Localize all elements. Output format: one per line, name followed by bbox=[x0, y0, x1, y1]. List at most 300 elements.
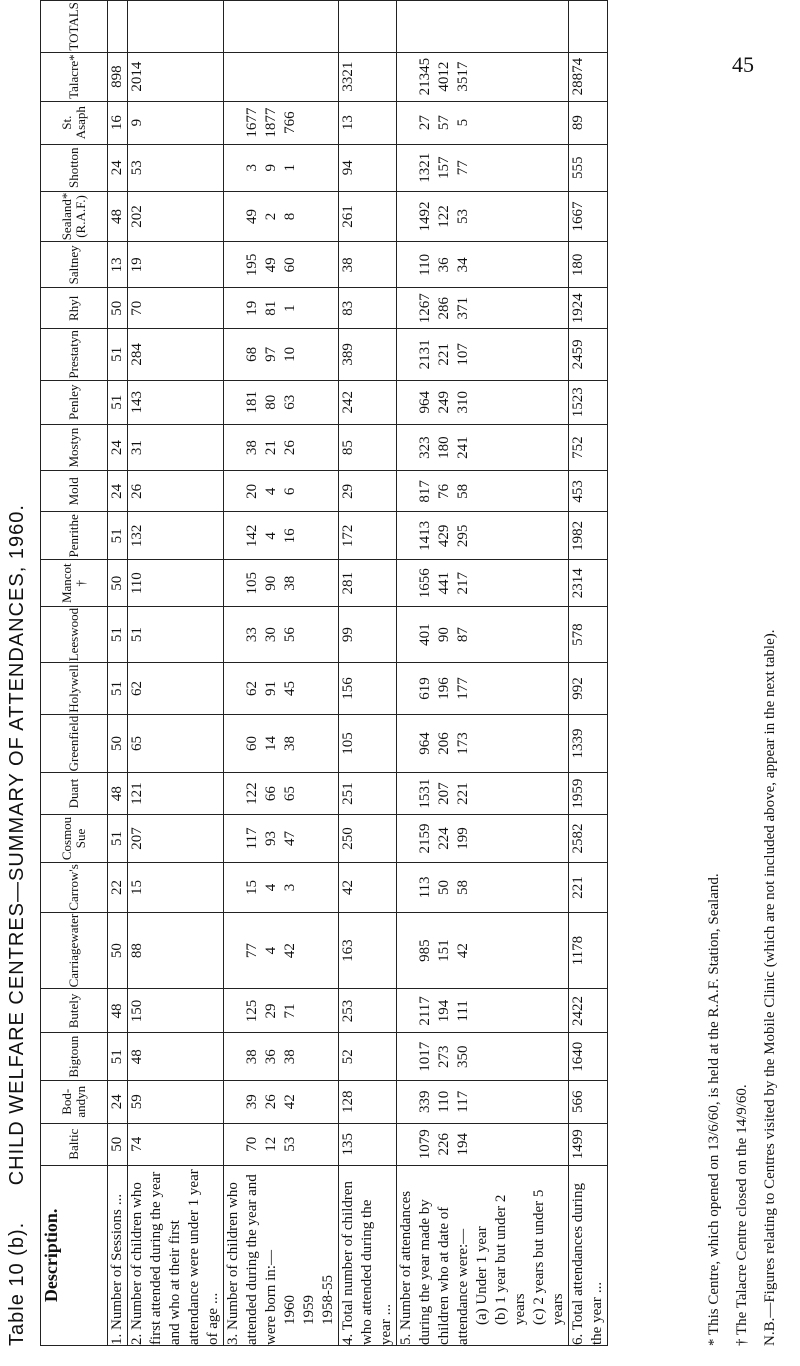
value-cell bbox=[569, 863, 608, 913]
value: 206 bbox=[436, 732, 452, 755]
column-header bbox=[41, 101, 108, 144]
table-row bbox=[128, 1, 224, 1346]
value: 38 bbox=[282, 736, 298, 752]
value: 9 bbox=[129, 118, 145, 127]
value-cell bbox=[569, 288, 608, 329]
value-cell bbox=[224, 471, 339, 512]
value-cell bbox=[224, 101, 339, 144]
value: 34 bbox=[455, 257, 471, 273]
value: 1178 bbox=[570, 935, 586, 966]
value: 202 bbox=[129, 205, 145, 228]
value: 51 bbox=[109, 830, 125, 846]
value: 51 bbox=[109, 627, 125, 643]
value-cell bbox=[108, 1033, 128, 1081]
value: 107 bbox=[455, 343, 471, 366]
value: 226 bbox=[436, 1132, 452, 1156]
value: 339 bbox=[417, 1090, 433, 1114]
value: 42 bbox=[455, 943, 471, 959]
value-cell bbox=[569, 1123, 608, 1165]
value-cell bbox=[108, 1123, 128, 1165]
value: 42 bbox=[282, 1094, 298, 1110]
value: 50 bbox=[109, 943, 125, 959]
value-cell bbox=[128, 471, 224, 512]
value-cell bbox=[224, 329, 339, 380]
value: 117 bbox=[244, 827, 260, 850]
value: 94 bbox=[340, 160, 356, 176]
value: 371 bbox=[455, 297, 471, 320]
value: 71 bbox=[282, 1003, 298, 1019]
value: 1339 bbox=[570, 728, 586, 759]
value-cell bbox=[339, 380, 397, 424]
row-description bbox=[397, 1165, 569, 1345]
value: 53 bbox=[129, 160, 145, 176]
value: 453 bbox=[570, 480, 586, 503]
value: 1 bbox=[282, 304, 298, 313]
row-sub-label: (a) Under 1 year bbox=[474, 1226, 490, 1325]
value-cell bbox=[397, 814, 569, 862]
column-header bbox=[41, 863, 108, 913]
column-header bbox=[41, 329, 108, 380]
row-label: 6. Total attendances during the year bbox=[570, 1183, 605, 1345]
column-header-label: Holywell bbox=[66, 664, 81, 713]
row-description bbox=[128, 1165, 224, 1345]
value: 157 bbox=[436, 156, 452, 179]
value-cell bbox=[224, 912, 339, 989]
column-header bbox=[41, 912, 108, 989]
table-row bbox=[339, 1, 397, 1346]
value: 29 bbox=[263, 1003, 279, 1019]
value: 60 bbox=[244, 736, 260, 752]
column-header bbox=[41, 1080, 108, 1123]
value-cell bbox=[397, 471, 569, 512]
value: 48 bbox=[109, 208, 125, 224]
column-header-label: Mostyn bbox=[66, 427, 81, 468]
value: 3 bbox=[244, 163, 260, 172]
value: 110 bbox=[129, 572, 145, 595]
value-cell bbox=[108, 52, 128, 101]
footnotes bbox=[700, 630, 784, 1346]
value: 752 bbox=[570, 436, 586, 459]
value-cell bbox=[339, 912, 397, 989]
value-cell bbox=[569, 1080, 608, 1123]
value: 59 bbox=[129, 1094, 145, 1110]
column-header bbox=[41, 989, 108, 1033]
row-sub-label: 1959 bbox=[301, 1295, 317, 1325]
column-header bbox=[41, 1033, 108, 1081]
value: 150 bbox=[129, 999, 145, 1023]
row-label-leader: ... bbox=[205, 1292, 221, 1304]
value-cell bbox=[108, 380, 128, 424]
value: 60 bbox=[282, 257, 298, 273]
value: 224 bbox=[436, 827, 452, 850]
value-cell bbox=[224, 191, 339, 242]
value: 964 bbox=[417, 732, 433, 755]
value: 817 bbox=[417, 480, 433, 503]
value: 4012 bbox=[436, 61, 452, 92]
value: 49 bbox=[263, 257, 279, 273]
value-cell bbox=[224, 1033, 339, 1081]
column-header-label: Sealand*(R.A.F.) bbox=[59, 192, 88, 241]
value: 24 bbox=[109, 160, 125, 176]
value: 26 bbox=[129, 483, 145, 499]
column-header bbox=[41, 191, 108, 242]
value-cell bbox=[569, 1, 608, 53]
value: 42 bbox=[340, 879, 356, 895]
value: 163 bbox=[340, 939, 356, 962]
value: 85 bbox=[340, 440, 356, 456]
column-header-label: Carriagewater bbox=[66, 913, 81, 988]
value: 56 bbox=[282, 627, 298, 643]
value: 4 bbox=[263, 487, 279, 496]
value-cell bbox=[397, 242, 569, 288]
value: 58 bbox=[455, 879, 471, 895]
value: 180 bbox=[436, 436, 452, 459]
value: 1017 bbox=[417, 1041, 433, 1072]
value: 1079 bbox=[417, 1129, 433, 1160]
value: 964 bbox=[417, 391, 433, 414]
value: 429 bbox=[436, 524, 452, 548]
value: 207 bbox=[436, 782, 452, 805]
attendance-summary-table bbox=[40, 0, 608, 1346]
column-header-description: Description. bbox=[41, 1165, 108, 1345]
value-cell bbox=[224, 144, 339, 191]
column-header bbox=[41, 52, 108, 101]
value: 578 bbox=[570, 623, 586, 646]
column-header-label: Carrow's bbox=[66, 864, 81, 911]
value: 62 bbox=[244, 681, 260, 697]
value: 122 bbox=[244, 782, 260, 805]
value: 2131 bbox=[417, 339, 433, 370]
value: 1321 bbox=[417, 152, 433, 183]
value: 113 bbox=[417, 876, 433, 899]
value-cell bbox=[128, 814, 224, 862]
value: 22 bbox=[109, 879, 125, 895]
column-header-label: Butely bbox=[66, 993, 81, 1029]
value: 284 bbox=[129, 343, 145, 366]
value: 2117 bbox=[417, 996, 433, 1026]
table-row bbox=[569, 1, 608, 1346]
value: 51 bbox=[109, 528, 125, 544]
column-header-label: Shotton bbox=[66, 147, 81, 188]
value-cell bbox=[339, 101, 397, 144]
footnote-sealand: * This Centre, which opened on 13/6/60, is held at the R.A.F. Station, Sealand. bbox=[706, 873, 722, 1346]
value: 13 bbox=[109, 257, 125, 273]
value-cell bbox=[339, 560, 397, 606]
value: 1499 bbox=[570, 1129, 586, 1160]
value: 77 bbox=[244, 943, 260, 959]
value: 172 bbox=[340, 524, 356, 548]
header-row bbox=[41, 1, 108, 1346]
value: 19 bbox=[244, 300, 260, 316]
value-cell bbox=[397, 144, 569, 191]
value-cell bbox=[128, 424, 224, 470]
value: 93 bbox=[263, 830, 279, 846]
value-cell bbox=[108, 471, 128, 512]
value: 181 bbox=[244, 391, 260, 414]
value: 117 bbox=[455, 1090, 471, 1113]
value: 38 bbox=[244, 1049, 260, 1065]
column-header-label: Talacre* bbox=[66, 54, 81, 99]
value: 80 bbox=[263, 394, 279, 410]
value-cell bbox=[128, 329, 224, 380]
value: 273 bbox=[436, 1045, 452, 1068]
value-cell bbox=[397, 52, 569, 101]
column-header bbox=[41, 560, 108, 606]
row-description bbox=[569, 1165, 608, 1345]
value-cell bbox=[397, 380, 569, 424]
value-cell bbox=[569, 606, 608, 662]
value-cell bbox=[569, 773, 608, 815]
value: 31 bbox=[129, 440, 145, 456]
value: 207 bbox=[129, 827, 145, 850]
row-description bbox=[108, 1165, 128, 1345]
value: 65 bbox=[129, 736, 145, 752]
value-cell bbox=[397, 714, 569, 773]
value: 2422 bbox=[570, 995, 586, 1026]
value: 1656 bbox=[417, 568, 433, 599]
column-header-label: Mold bbox=[66, 477, 81, 506]
value: 3 bbox=[282, 883, 298, 892]
value: 38 bbox=[340, 257, 356, 273]
value: 47 bbox=[282, 830, 298, 846]
value: 26 bbox=[263, 1094, 279, 1110]
table-row bbox=[224, 1, 339, 1346]
row-sub-label: (c) 2 years but under 5 years bbox=[531, 1189, 566, 1325]
value-cell bbox=[224, 512, 339, 560]
value: 250 bbox=[340, 827, 356, 850]
value-cell bbox=[569, 52, 608, 101]
value: 10 bbox=[282, 346, 298, 362]
value: 8 bbox=[282, 212, 298, 221]
value-cell bbox=[569, 471, 608, 512]
value: 74 bbox=[129, 1136, 145, 1152]
value: 1982 bbox=[570, 520, 586, 551]
value-cell bbox=[128, 912, 224, 989]
column-header bbox=[41, 814, 108, 862]
value: 196 bbox=[436, 677, 452, 700]
value: 441 bbox=[436, 571, 452, 595]
value-cell bbox=[128, 1, 224, 53]
value-cell bbox=[397, 606, 569, 662]
value: 26 bbox=[282, 440, 298, 456]
value: 105 bbox=[340, 732, 356, 755]
value: 1959 bbox=[570, 778, 586, 809]
value: 16 bbox=[282, 528, 298, 544]
column-header-label: Bod-andyn bbox=[59, 1085, 88, 1118]
value: 5 bbox=[455, 118, 471, 127]
value: 51 bbox=[109, 394, 125, 410]
value-cell bbox=[224, 424, 339, 470]
value-cell bbox=[128, 380, 224, 424]
value-cell bbox=[108, 773, 128, 815]
value: 15 bbox=[244, 879, 260, 895]
value-cell bbox=[339, 512, 397, 560]
column-header-label: Mancot † bbox=[59, 563, 88, 604]
value: 1924 bbox=[570, 293, 586, 324]
value-cell bbox=[128, 288, 224, 329]
row-description bbox=[224, 1165, 339, 1345]
value: 89 bbox=[570, 115, 586, 131]
value-cell bbox=[339, 191, 397, 242]
column-header-label: Leeswood bbox=[66, 607, 81, 662]
value: 401 bbox=[417, 623, 433, 646]
value-cell bbox=[397, 1080, 569, 1123]
column-header-label: Prestatyn bbox=[66, 330, 81, 379]
value: 70 bbox=[244, 1136, 260, 1152]
value-cell bbox=[128, 52, 224, 101]
value-cell bbox=[224, 1123, 339, 1165]
row-label-leader: ... bbox=[589, 1281, 605, 1294]
value: 83 bbox=[340, 300, 356, 316]
value: 2314 bbox=[570, 568, 586, 599]
value: 66 bbox=[263, 786, 279, 802]
table-body bbox=[108, 1, 608, 1346]
value: 50 bbox=[436, 879, 452, 895]
value-cell bbox=[108, 1080, 128, 1123]
value: 177 bbox=[455, 677, 471, 700]
value: 48 bbox=[109, 1003, 125, 1019]
column-header bbox=[41, 714, 108, 773]
value-cell bbox=[128, 101, 224, 144]
value: 555 bbox=[570, 156, 586, 179]
value: 194 bbox=[455, 1132, 471, 1156]
value: 68 bbox=[244, 346, 260, 362]
value: 143 bbox=[129, 391, 145, 414]
value-cell bbox=[397, 989, 569, 1033]
value: 221 bbox=[455, 782, 471, 805]
value: 105 bbox=[244, 571, 260, 595]
value-cell bbox=[339, 471, 397, 512]
value: 90 bbox=[263, 575, 279, 591]
column-header bbox=[41, 471, 108, 512]
value: 27 bbox=[417, 115, 433, 131]
value: 3321 bbox=[340, 61, 356, 92]
value-cell bbox=[108, 144, 128, 191]
value-cell bbox=[108, 242, 128, 288]
value: 50 bbox=[109, 736, 125, 752]
value: 57 bbox=[436, 115, 452, 131]
value: 4 bbox=[263, 532, 279, 540]
value-cell bbox=[108, 512, 128, 560]
value-cell bbox=[569, 512, 608, 560]
value: 261 bbox=[340, 205, 356, 228]
value: 58 bbox=[455, 483, 471, 499]
value-cell bbox=[128, 606, 224, 662]
value: 21345 bbox=[417, 57, 433, 96]
value-cell bbox=[224, 814, 339, 862]
value: 151 bbox=[436, 939, 452, 962]
value-cell bbox=[569, 191, 608, 242]
value-cell bbox=[128, 560, 224, 606]
value-cell bbox=[128, 663, 224, 714]
value: 350 bbox=[455, 1045, 471, 1068]
value: 1640 bbox=[570, 1041, 586, 1072]
value: 9 bbox=[263, 163, 279, 172]
value: 2 bbox=[263, 212, 279, 221]
value: 51 bbox=[109, 681, 125, 697]
value-cell bbox=[128, 714, 224, 773]
row-sub-label: 1958-55 bbox=[320, 1275, 336, 1325]
value: 88 bbox=[129, 943, 145, 959]
column-header bbox=[41, 606, 108, 662]
value: 1413 bbox=[417, 520, 433, 551]
value: 389 bbox=[340, 343, 356, 366]
value-cell bbox=[224, 1080, 339, 1123]
value: 39 bbox=[244, 1094, 260, 1110]
value-cell bbox=[108, 863, 128, 913]
value-cell bbox=[339, 1, 397, 53]
value-cell bbox=[569, 663, 608, 714]
value: 253 bbox=[340, 999, 356, 1023]
row-label-leader: ... bbox=[378, 1303, 394, 1316]
value: 128 bbox=[340, 1090, 356, 1114]
value-cell bbox=[108, 912, 128, 989]
value-cell bbox=[108, 606, 128, 662]
value: 1523 bbox=[570, 387, 586, 418]
value-cell bbox=[397, 663, 569, 714]
value: 63 bbox=[282, 394, 298, 410]
value: 21 bbox=[263, 440, 279, 456]
value-cell bbox=[339, 424, 397, 470]
value-cell bbox=[339, 329, 397, 380]
table-row bbox=[397, 1, 569, 1346]
value-cell bbox=[128, 1080, 224, 1123]
value: 281 bbox=[340, 571, 356, 595]
value-cell bbox=[339, 144, 397, 191]
column-header bbox=[41, 242, 108, 288]
value: 20 bbox=[244, 483, 260, 499]
value: 142 bbox=[244, 524, 260, 548]
column-header-label: Duart bbox=[66, 778, 81, 809]
value: 50 bbox=[109, 1136, 125, 1152]
value-cell bbox=[569, 424, 608, 470]
column-header-label: Saltney bbox=[66, 245, 81, 285]
value-cell bbox=[397, 191, 569, 242]
value: 49 bbox=[244, 208, 260, 224]
value: 76 bbox=[436, 483, 452, 499]
value: 15 bbox=[129, 879, 145, 895]
value: 898 bbox=[109, 65, 125, 88]
value: 65 bbox=[282, 786, 298, 802]
value-cell bbox=[224, 773, 339, 815]
value-cell bbox=[128, 1123, 224, 1165]
value: 81 bbox=[263, 300, 279, 316]
value: 16 bbox=[109, 115, 125, 131]
value: 29 bbox=[340, 483, 356, 499]
value-cell bbox=[108, 663, 128, 714]
row-label: 1. Number of Sessions bbox=[109, 1209, 125, 1345]
value: 36 bbox=[263, 1049, 279, 1065]
value: 38 bbox=[244, 440, 260, 456]
value: 242 bbox=[340, 391, 356, 414]
value-cell bbox=[224, 288, 339, 329]
value-cell bbox=[569, 380, 608, 424]
value-cell bbox=[128, 773, 224, 815]
column-header-label: Penrithe bbox=[66, 514, 81, 558]
value-cell bbox=[108, 101, 128, 144]
value-cell bbox=[224, 560, 339, 606]
value: 13 bbox=[340, 115, 356, 131]
value: 6 bbox=[282, 487, 298, 496]
value: 985 bbox=[417, 939, 433, 962]
value-cell bbox=[397, 101, 569, 144]
value: 132 bbox=[129, 524, 145, 548]
row-label: 2. Number of children who first attended during the year and who at their first attendance were under 1 year of age bbox=[129, 1169, 221, 1345]
footnote-mobile-clinic: N.B.—Figures relating to Centres visited by the Mobile Clinic (which are not included above, appear in the next table). bbox=[762, 629, 778, 1346]
value: 286 bbox=[436, 297, 452, 320]
page-number: 45 bbox=[732, 52, 754, 77]
value-cell bbox=[224, 714, 339, 773]
